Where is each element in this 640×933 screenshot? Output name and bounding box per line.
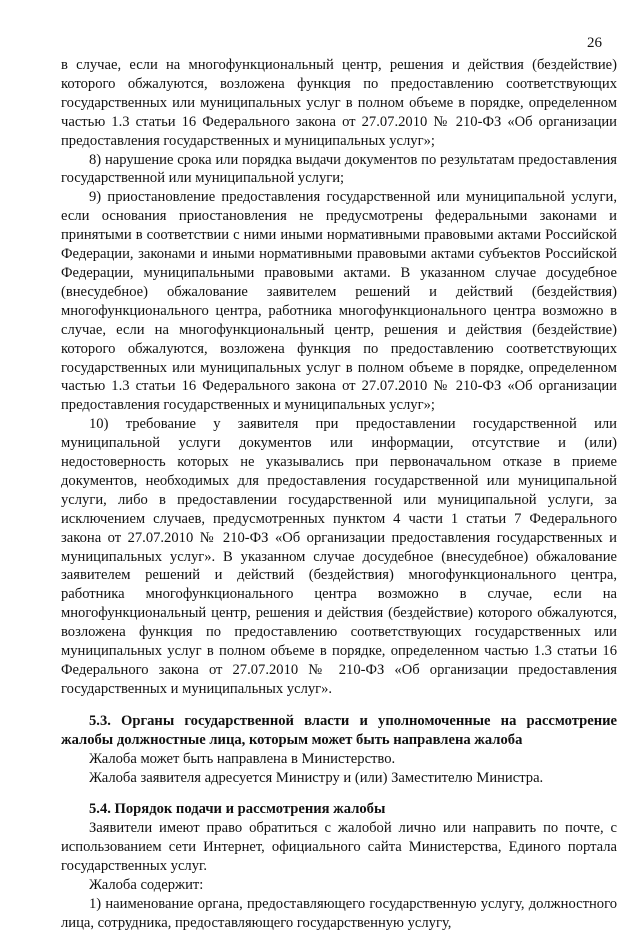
- section-5-4-paragraph: Жалоба содержит:: [89, 877, 204, 894]
- paragraph-item-8: 8) нарушение срока или порядка выдачи документов по результатам предоставления государственной или муниципальной услуги;: [61, 151, 617, 187]
- section-5-3-paragraph: Жалоба заявителя адресуется Министру и (или) Заместителю Министра.: [89, 769, 544, 786]
- paragraph-item-10: 10) требование у заявителя при предоставлении государственной или муниципальной услуги документов или информации, отсутствие и (или) недостоверность которых не указывались при первоначальном отказе в приеме документов, необходимых для предоставления государственной или муниципальной услуги, либо в предоставлении государственной или муниципальной услуги, за исключением случаев, предусмотренных пунктом 4 части 1 статьи 7 Федерального закона от 27.07.2010 № 210-ФЗ «Об организации предоставления государственных и муниципальных услуг». В указанном случае досудебное (внесудебное) обжалование заявителем решений и действий (бездействия) многофункционального центра, работника многофункционального центра возможно в случае, если на многофункциональный центр, решения и действия (бездействие) которого обжалуются, возложена функция по предоставлению соответствующих государственных или муниципальных услуг в полном объеме в порядке, определенном частью 1.3 статьи 16 Федерального закона от 27.07.2010 № 210-ФЗ «Об организации предоставления государственных и муниципальных услуг».: [61, 416, 617, 697]
- section-5-3-heading: 5.3. Органы государственной власти и уполномоченные на рассмотрение жалобы должностные лица, которым может быть направлена жалоба: [61, 712, 617, 748]
- paragraph-item-9: 9) приостановление предоставления государственной или муниципальной услуги, если основания приостановления не предусмотрены федеральными законами и принятыми в соответствии с ними иными нормативными правовыми актами Российской Федерации, законами и иными нормативными правовыми актами субъектов Российской Федерации, муниципальными правовыми актами. В указанном случае досудебное (внесудебное) обжалование заявителем решений и действий (бездействия) многофункционального центра, работника многофункционального центра возможно в случае, если на многофункциональный центр, решения и действия (бездействие) которого обжалуются, возложена функция по предоставлению соответствующих государственных или муниципальных услуг в полном объеме в порядке, определенном частью 1.3 статьи 16 Федерального закона от 27.07.2010 № 210-ФЗ «Об организации предоставления государственных и муниципальных услуг»;: [61, 189, 617, 414]
- section-5-4-list-item: 1) наименование органа, предоставляющего государственную услугу, должностного лица, сотрудника, предоставляющего государственную услугу,: [61, 895, 617, 931]
- document-body: [61, 56, 617, 933]
- page-number: 26: [587, 35, 602, 51]
- section-5-3-paragraph: Жалоба может быть направлена в Министерство.: [89, 750, 396, 767]
- section-5-4-heading: 5.4. Порядок подачи и рассмотрения жалобы: [89, 801, 386, 818]
- paragraph-continuation: в случае, если на многофункциональный центр, решения и действия (бездействие) которого обжалуются, возложена функция по предоставлению соответствующих государственных или муниципальных услуг в полном объеме в порядке, определенном частью 1.3 статьи 16 Федерального закона от 27.07.2010 № 210-ФЗ «Об организации предоставления государственных и муниципальных услуг»;: [61, 57, 617, 149]
- section-5-4-paragraph: Заявители имеют право обратиться с жалобой лично или направить по почте, с использованием сети Интернет, официального сайта Министерства, Единого портала государственных услуг.: [61, 820, 617, 875]
